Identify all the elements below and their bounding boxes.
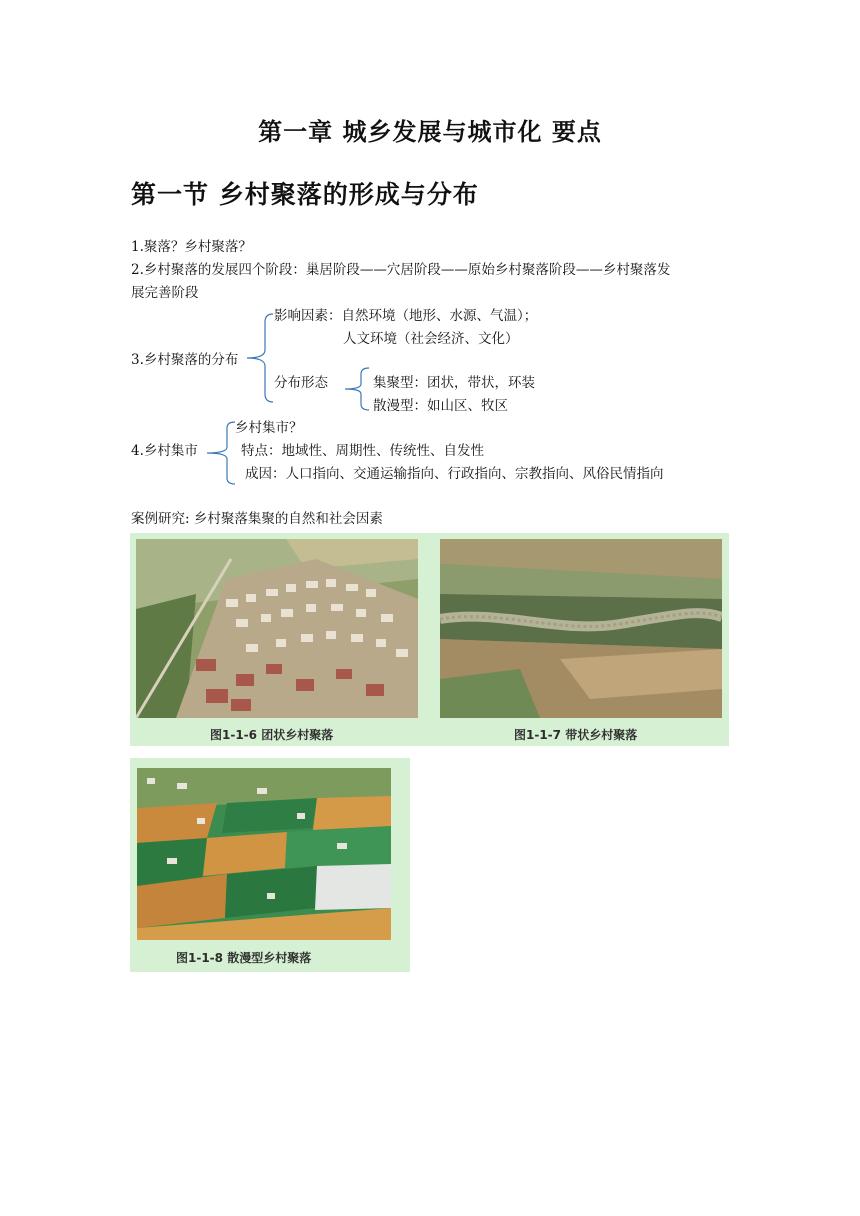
scattered-village-photo — [137, 768, 391, 940]
item-3-factors-natural: 影响因素：自然环境（地形、水源、气温）； — [274, 308, 538, 324]
strip-village-photo — [440, 539, 722, 718]
figure-caption-1-1-7: 图1-1-7 带状乡村聚落 — [514, 728, 638, 742]
item-2-line-1: 2.乡村聚落的发展四个阶段：巢居阶段——穴居阶段——原始乡村聚落阶段——乡村聚落发 — [131, 262, 671, 278]
chapter-title: 第一章 城乡发展与城市化 要点 — [258, 117, 602, 146]
item-3-form-label: 分布形态 — [274, 375, 328, 391]
figure-panel-top — [130, 533, 729, 746]
item-3-label: 3.乡村聚落的分布 — [131, 352, 239, 368]
item-4-features: 特点：地域性、周期性、传统性、自发性 — [241, 443, 484, 459]
item-3-form-bracket — [343, 366, 373, 412]
figure-caption-1-1-6: 图1-1-6 团状乡村聚落 — [210, 728, 334, 742]
cluster-village-photo — [136, 539, 418, 718]
item-4-what: 乡村集市？ — [235, 420, 303, 436]
section-title: 第一节 乡村聚落的形成与分布 — [131, 180, 479, 209]
figure-caption-1-1-8: 图1-1-8 散漫型乡村聚落 — [176, 951, 312, 965]
item-3-form-cluster: 集聚型：团状，带状，环装 — [373, 375, 535, 391]
item-1: 1.聚落？乡村聚落？ — [131, 239, 252, 255]
item-4-bracket — [205, 420, 237, 486]
figure-panel-bottom — [130, 758, 410, 972]
item-4-causes: 成因：人口指向、交通运输指向、行政指向、宗教指向、风俗民情指向 — [245, 466, 664, 482]
item-3-form-scatter: 散漫型：如山区、牧区 — [373, 398, 508, 414]
case-study-heading: 案例研究: 乡村聚落集聚的自然和社会因素 — [131, 511, 383, 527]
item-3-factors-human: 人文环境（社会经济、文化） — [343, 331, 519, 347]
item-3-bracket — [245, 312, 275, 404]
item-4-label: 4.乡村集市 — [131, 443, 198, 459]
item-2-line-2: 展完善阶段 — [131, 285, 199, 301]
